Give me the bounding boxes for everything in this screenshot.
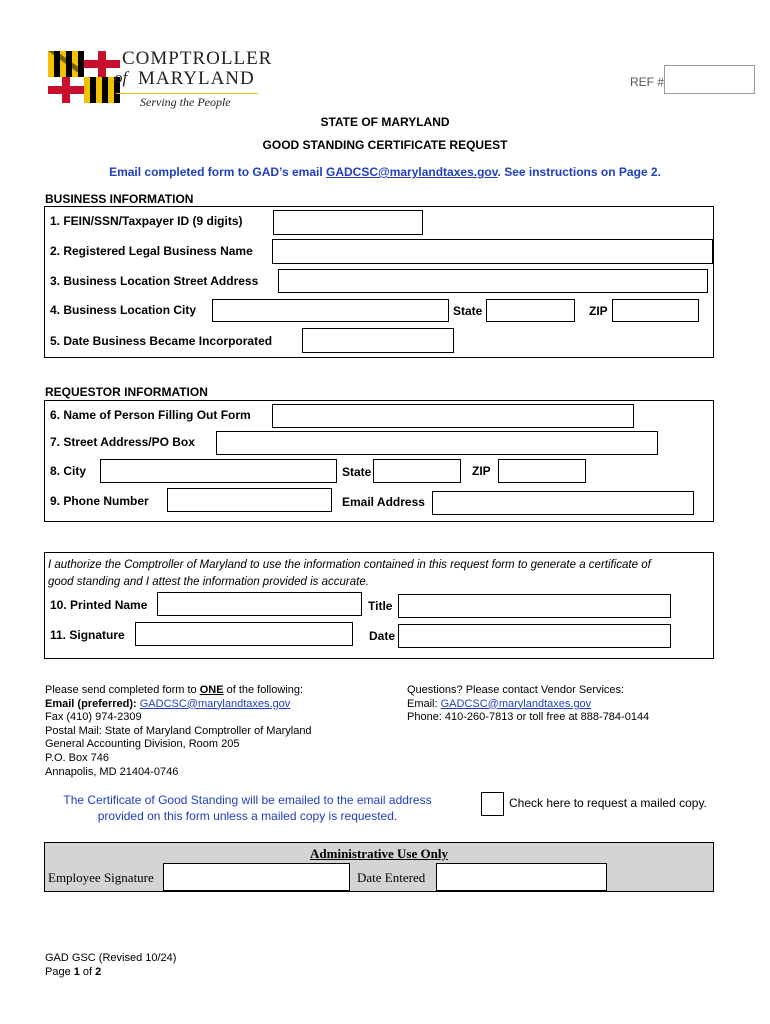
send-mail-line4: Annapolis, MD 21404-0746 (45, 765, 179, 778)
mailed-copy-checkbox[interactable] (481, 792, 504, 816)
printed-name-field[interactable] (157, 592, 362, 616)
requestor-city-label: 8. City (50, 464, 87, 478)
logo-of: of (114, 68, 128, 87)
requestor-city-field[interactable] (100, 459, 337, 483)
date-field[interactable] (398, 624, 671, 648)
admin-heading: Administrative Use Only (310, 846, 448, 861)
signature-field[interactable] (135, 622, 353, 646)
printed-name-label: 10. Printed Name (50, 598, 148, 612)
email-instructions-prefix: Email completed form to GAD’s email (109, 165, 326, 179)
business-name-label: 2. Registered Legal Business Name (50, 244, 253, 258)
employee-signature-field[interactable] (163, 863, 350, 891)
business-zip-label: ZIP (589, 304, 608, 318)
fein-label: 1. FEIN/SSN/Taxpayer ID (9 digits) (50, 214, 243, 228)
fein-field[interactable] (273, 210, 423, 235)
email-instructions (0, 165, 770, 179)
date-entered-field[interactable] (436, 863, 607, 891)
footer (45, 952, 176, 979)
incorporation-date-field[interactable] (302, 328, 454, 353)
business-name-field[interactable] (272, 239, 713, 264)
questions-email-link[interactable]: GADCSC@marylandtaxes.gov (440, 697, 592, 710)
requestor-state-field[interactable] (373, 459, 461, 483)
date-label: Date (369, 629, 396, 643)
form-title: GOOD STANDING CERTIFICATE REQUEST (262, 138, 508, 152)
logo-underline (116, 93, 258, 94)
title-field[interactable] (398, 594, 671, 618)
send-email-label: Email (preferred): (45, 697, 140, 710)
send-mail-line2: General Accounting Division, Room 205 (45, 738, 240, 751)
send-instructions (45, 684, 312, 779)
signature-label: 11. Signature (50, 628, 125, 642)
comptroller-logo (48, 48, 273, 114)
title-label: Title (368, 599, 393, 613)
form-id: GAD GSC (Revised 10/24) (45, 952, 177, 964)
incorporation-date-label: 5. Date Business Became Incorporated (50, 334, 273, 348)
email-label: Email Address (342, 495, 425, 509)
business-zip-field[interactable] (612, 299, 699, 322)
requestor-state-label: State (342, 465, 372, 479)
mailed-copy-label: Check here to request a mailed copy. (509, 796, 707, 810)
authorization-line2: good standing and I attest the information provided is accurate. (48, 576, 369, 588)
business-city-field[interactable] (212, 299, 449, 322)
logo-tagline: Serving the People (140, 95, 231, 109)
certificate-note (50, 792, 445, 824)
certificate-note-line1: The Certificate of Good Standing will be emailed to the email address (63, 793, 432, 807)
requestor-name-label: 6. Name of Person Filling Out Form (50, 408, 251, 422)
certificate-note-line2: provided on this form unless a mailed copy is requested. (97, 809, 398, 823)
email-instructions-suffix: . See instructions on Page 2. (497, 165, 661, 179)
requestor-street-field[interactable] (216, 431, 658, 455)
questions-email-line: Email: GADCSC@marylandtaxes.gov (407, 697, 592, 710)
gad-email-link[interactable]: GADCSC@marylandtaxes.gov (326, 165, 498, 179)
business-state-field[interactable] (486, 299, 575, 322)
phone-label: 9. Phone Number (50, 494, 149, 508)
authorization-line1: I authorize the Comptroller of Maryland to use the information contained in this request form to generate a certificate of (48, 559, 651, 571)
form-title-state: STATE OF MARYLAND (320, 115, 450, 129)
logo-line2: MARYLAND (138, 68, 255, 89)
business-city-label: 4. Business Location City (50, 303, 197, 317)
send-mail-line3: P.O. Box 746 (45, 751, 110, 764)
send-email-link[interactable]: GADCSC@marylandtaxes.gov (139, 697, 291, 710)
send-intro-one: ONE (199, 684, 224, 696)
requestor-info-heading: REQUESTOR INFORMATION (45, 385, 208, 399)
send-email-line (45, 698, 312, 712)
questions-phone: Phone: 410-260-7813 or toll free at 888-784-0144 (407, 711, 650, 724)
questions-line1: Questions? Please contact Vendor Services: (407, 684, 625, 696)
ref-number-field[interactable] (664, 65, 755, 94)
send-intro: Please send completed form to ONE of the following: (45, 684, 304, 696)
requestor-zip-field[interactable] (498, 459, 586, 483)
authorization-statement (48, 557, 651, 591)
requestor-name-field[interactable] (272, 404, 634, 428)
send-fax: Fax (410) 974-2309 (45, 711, 142, 724)
business-state-label: State (453, 304, 483, 318)
business-street-field[interactable] (278, 269, 708, 293)
requestor-street-label: 7. Street Address/PO Box (50, 435, 195, 449)
business-street-label: 3. Business Location Street Address (50, 274, 259, 288)
business-info-heading: BUSINESS INFORMATION (45, 192, 194, 206)
ref-label: REF # (630, 75, 665, 89)
phone-field[interactable] (167, 488, 332, 512)
email-field[interactable] (432, 491, 694, 515)
logo-line1: COMPTROLLER (122, 48, 273, 69)
employee-signature-label: Employee Signature (48, 870, 154, 885)
date-entered-label: Date Entered (357, 870, 426, 885)
questions-contact (407, 684, 649, 725)
requestor-zip-label: ZIP (472, 464, 491, 478)
maryland-flag-icon (48, 51, 120, 103)
send-mail-line1: Postal Mail: State of Maryland Comptroller of Maryland (45, 724, 312, 737)
page-number: Page 1 of 2 (45, 965, 102, 978)
